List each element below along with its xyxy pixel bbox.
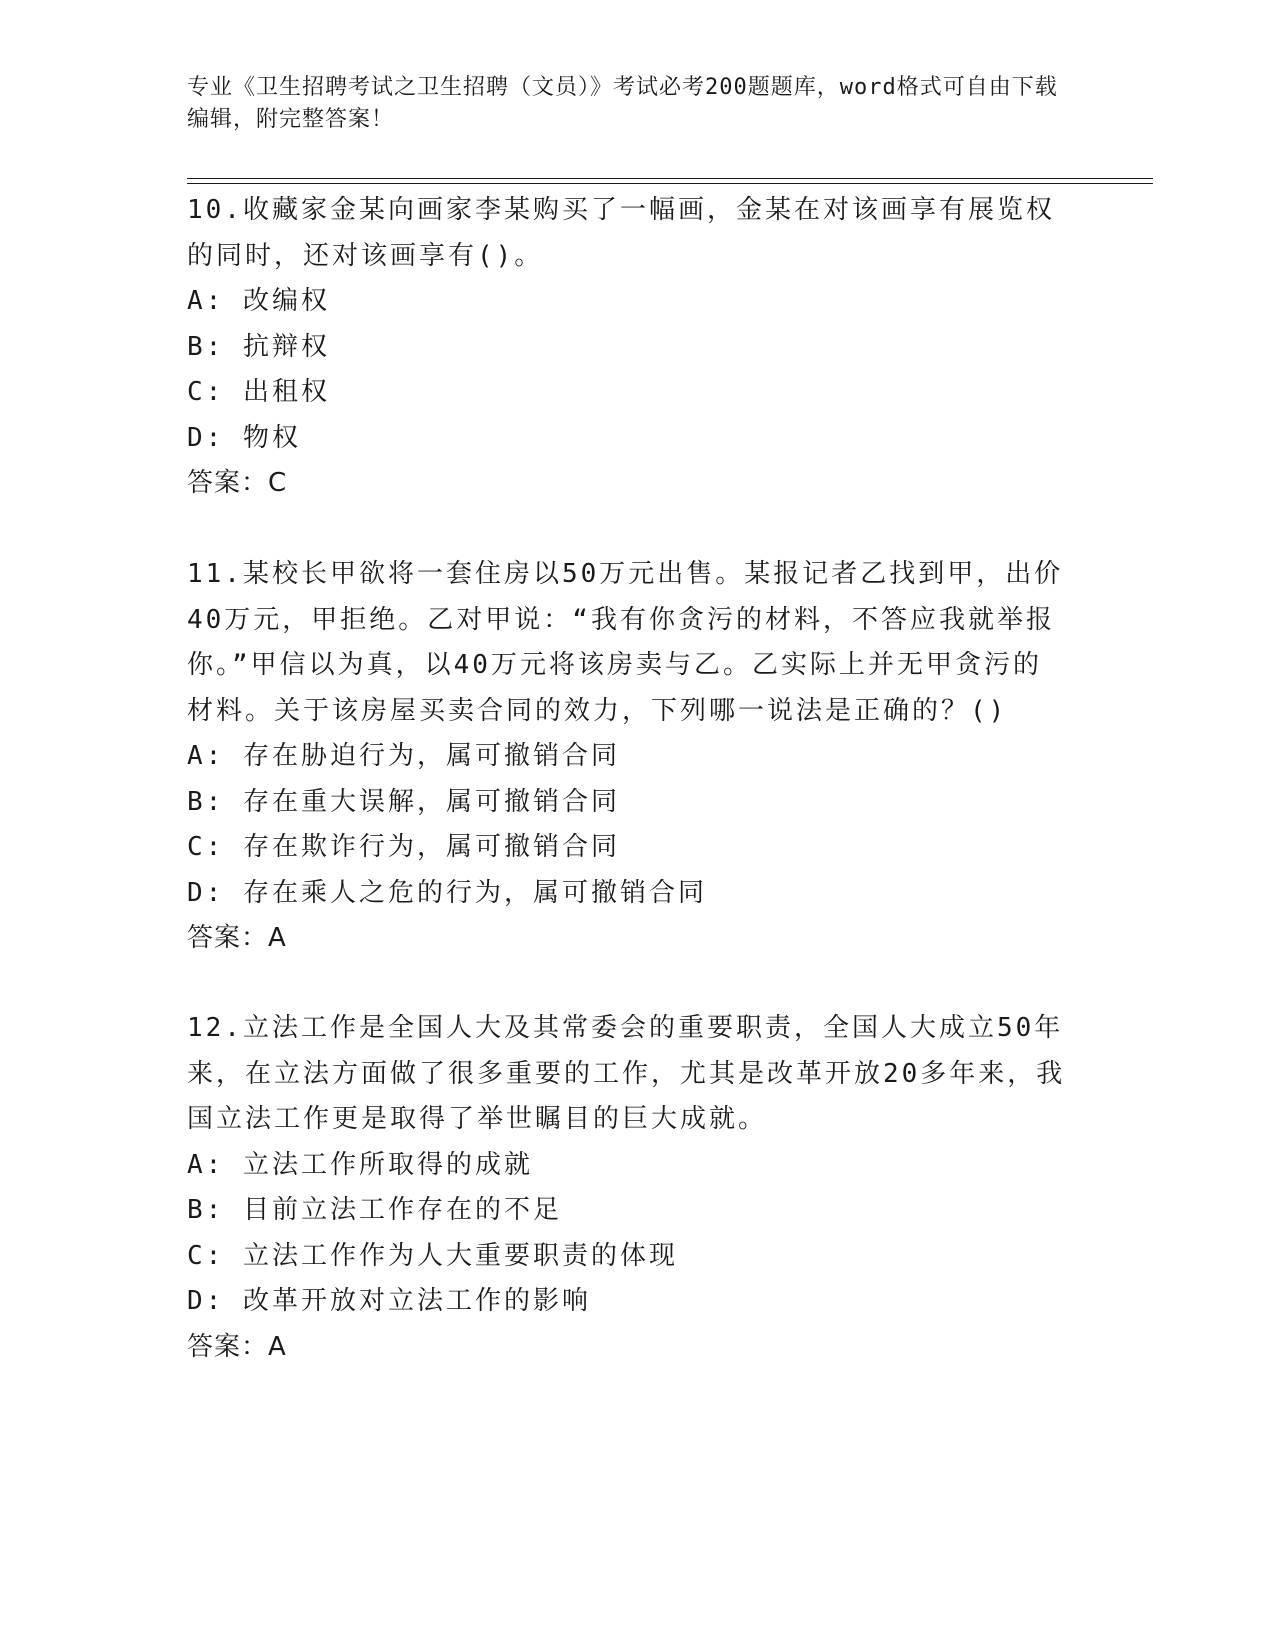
answer-line: 答案：A <box>187 1331 287 1362</box>
option-b: B: 目前立法工作存在的不足 <box>187 1195 562 1225</box>
option-a: A: 立法工作所取得的成就 <box>187 1149 533 1180</box>
option-d: D: 物权 <box>187 422 301 453</box>
question-10 <box>187 188 1067 507</box>
option-c: C: 出租权 <box>187 377 330 407</box>
option-a: A: 改编权 <box>187 286 330 316</box>
question-stem: 12.立法工作是全国人大及其常委会的重要职责，全国人大成立50年来，在立法方面做了很多重要的工作，尤其是改革开放20多年来，我国立法工作更是取得了举世瞩目的巨大成就。 <box>187 1013 1066 1134</box>
document-header: 专业《卫生招聘考试之卫生招聘（文员）》考试必考200题题库，word格式可自由下载编辑，附完整答案！ <box>187 75 1058 132</box>
question-11 <box>187 552 1067 962</box>
option-a: A: 存在胁迫行为，属可撤销合同 <box>187 741 620 771</box>
answer-line: 答案：A <box>187 923 287 953</box>
option-c: C: 存在欺诈行为，属可撤销合同 <box>187 832 620 862</box>
option-c: C: 立法工作作为人大重要职责的体现 <box>187 1240 678 1271</box>
question-12 <box>187 1006 1067 1370</box>
question-stem: 11.某校长甲欲将一套住房以50万元出售。某报记者乙找到甲，出价40万元，甲拒绝。乙对甲说：“我有你贪污的材料，不答应我就举报你。”甲信以为真，以40万元将该房卖与乙。乙实际上并无甲贪污的材料。关于该房屋买卖合同的效力，下列哪一说法是正确的？() <box>187 559 1064 726</box>
header-divider-bottom <box>187 183 1153 184</box>
header-divider-top <box>187 178 1153 179</box>
option-b: B: 存在重大误解，属可撤销合同 <box>187 786 620 817</box>
option-d: D: 存在乘人之危的行为，属可撤销合同 <box>187 877 707 908</box>
option-d: D: 改革开放对立法工作的影响 <box>187 1286 591 1316</box>
question-stem: 10.收藏家金某向画家李某购买了一幅画，金某在对该画享有展览权的同时，还对该画享有()。 <box>187 195 1055 271</box>
answer-line: 答案：C <box>187 468 288 498</box>
option-b: B: 抗辩权 <box>187 331 330 362</box>
